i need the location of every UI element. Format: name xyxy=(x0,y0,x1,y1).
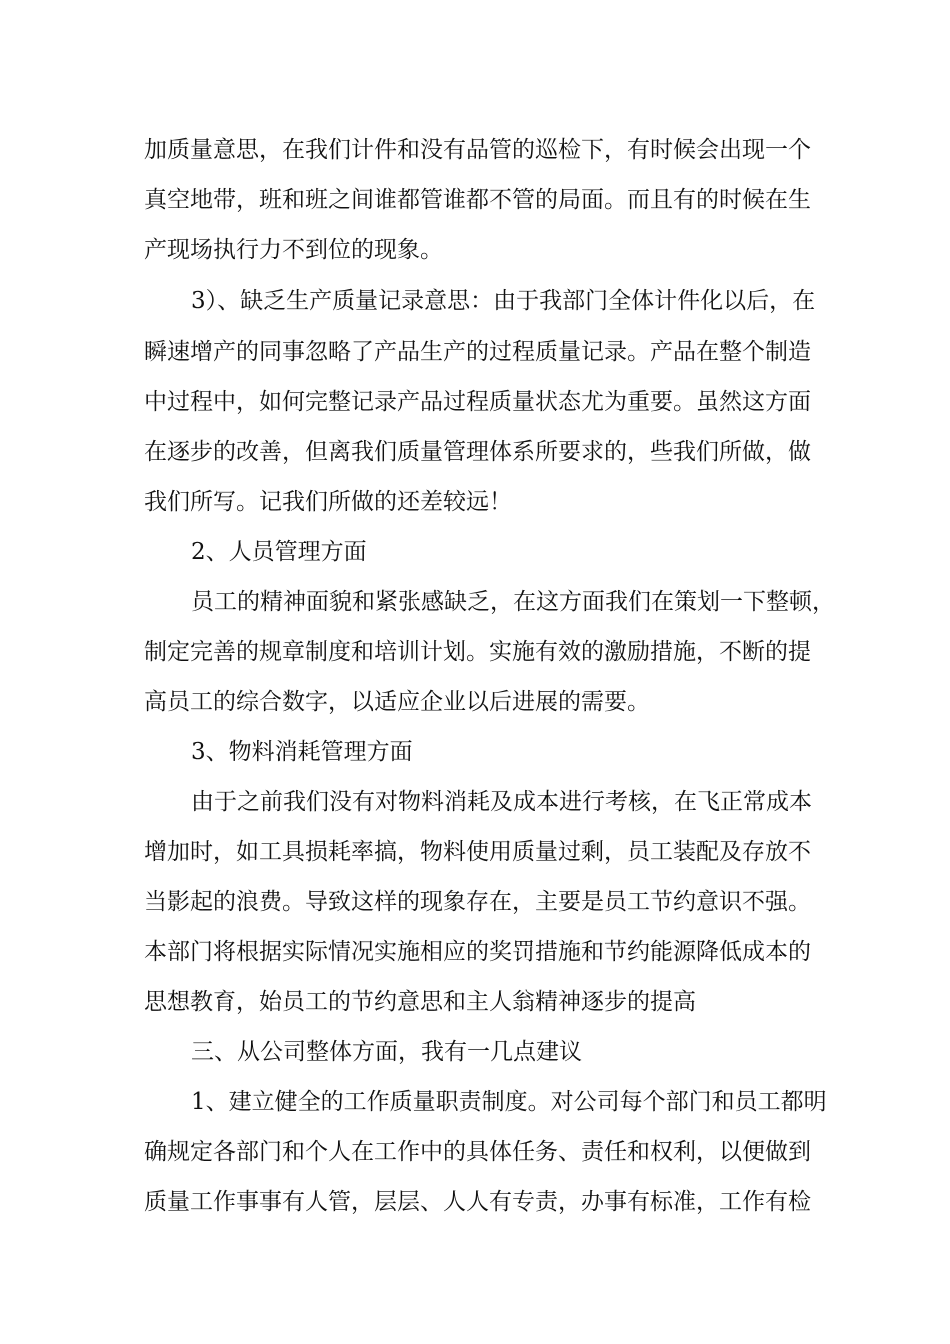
text-line: 3）、缺乏生产质量记录意思：由于我部门全体计件化以后，在 xyxy=(191,288,816,314)
text-line: 当影起的浪费。导致这样的现象存在，主要是员工节约意识不强。 xyxy=(144,889,811,915)
text-line: 由于之前我们没有对物料消耗及成本进行考核，在飞正常成本 xyxy=(191,789,812,815)
section-heading: 3、物料消耗管理方面 xyxy=(191,739,413,765)
text-line: 增加时，如工具损耗率搞，物料使用质量过剩，员工装配及存放不 xyxy=(144,839,811,865)
text-line: 确规定各部门和个人在工作中的具体任务、责任和权利，以便做到 xyxy=(144,1139,811,1165)
text-line: 本部门将根据实际情况实施相应的奖罚措施和节约能源降低成本的 xyxy=(144,939,811,965)
text-line: 制定完善的规章制度和培训计划。实施有效的激励措施，不断的提 xyxy=(144,639,811,665)
section-heading: 三、从公司整体方面，我有一几点建议 xyxy=(191,1039,582,1065)
text-line: 在逐步的改善，但离我们质量管理体系所要求的，些我们所做，做 xyxy=(144,439,811,465)
text-line: 真空地带，班和班之间谁都管谁都不管的局面。而且有的时候在生 xyxy=(144,187,811,213)
text-line: 我们所写。记我们所做的还差较远！ xyxy=(144,489,512,515)
text-line: 质量工作事事有人管，层层、人人有专责，办事有标准，工作有检 xyxy=(144,1189,811,1215)
text-line: 产现场执行力不到位的现象。 xyxy=(144,237,443,263)
text-line: 思想教育，始员工的节约意思和主人翁精神逐步的提高 xyxy=(144,989,696,1015)
text-line: 加质量意思，在我们计件和没有品管的巡检下，有时候会出现一个 xyxy=(144,137,811,163)
text-line: 高员工的综合数字，以适应企业以后进展的需要。 xyxy=(144,689,650,715)
text-line: 员工的精神面貌和紧张感缺乏，在这方面我们在策划一下整顿， xyxy=(191,589,835,615)
section-heading: 2、人员管理方面 xyxy=(191,539,367,565)
text-line: 中过程中，如何完整记录产品过程质量状态尤为重要。虽然这方面 xyxy=(144,389,811,415)
text-line: 1、建立健全的工作质量职责制度。对公司每个部门和员工都明 xyxy=(191,1089,827,1115)
text-line: 瞬速增产的同事忽略了产品生产的过程质量记录。产品在整个制造 xyxy=(144,339,811,365)
